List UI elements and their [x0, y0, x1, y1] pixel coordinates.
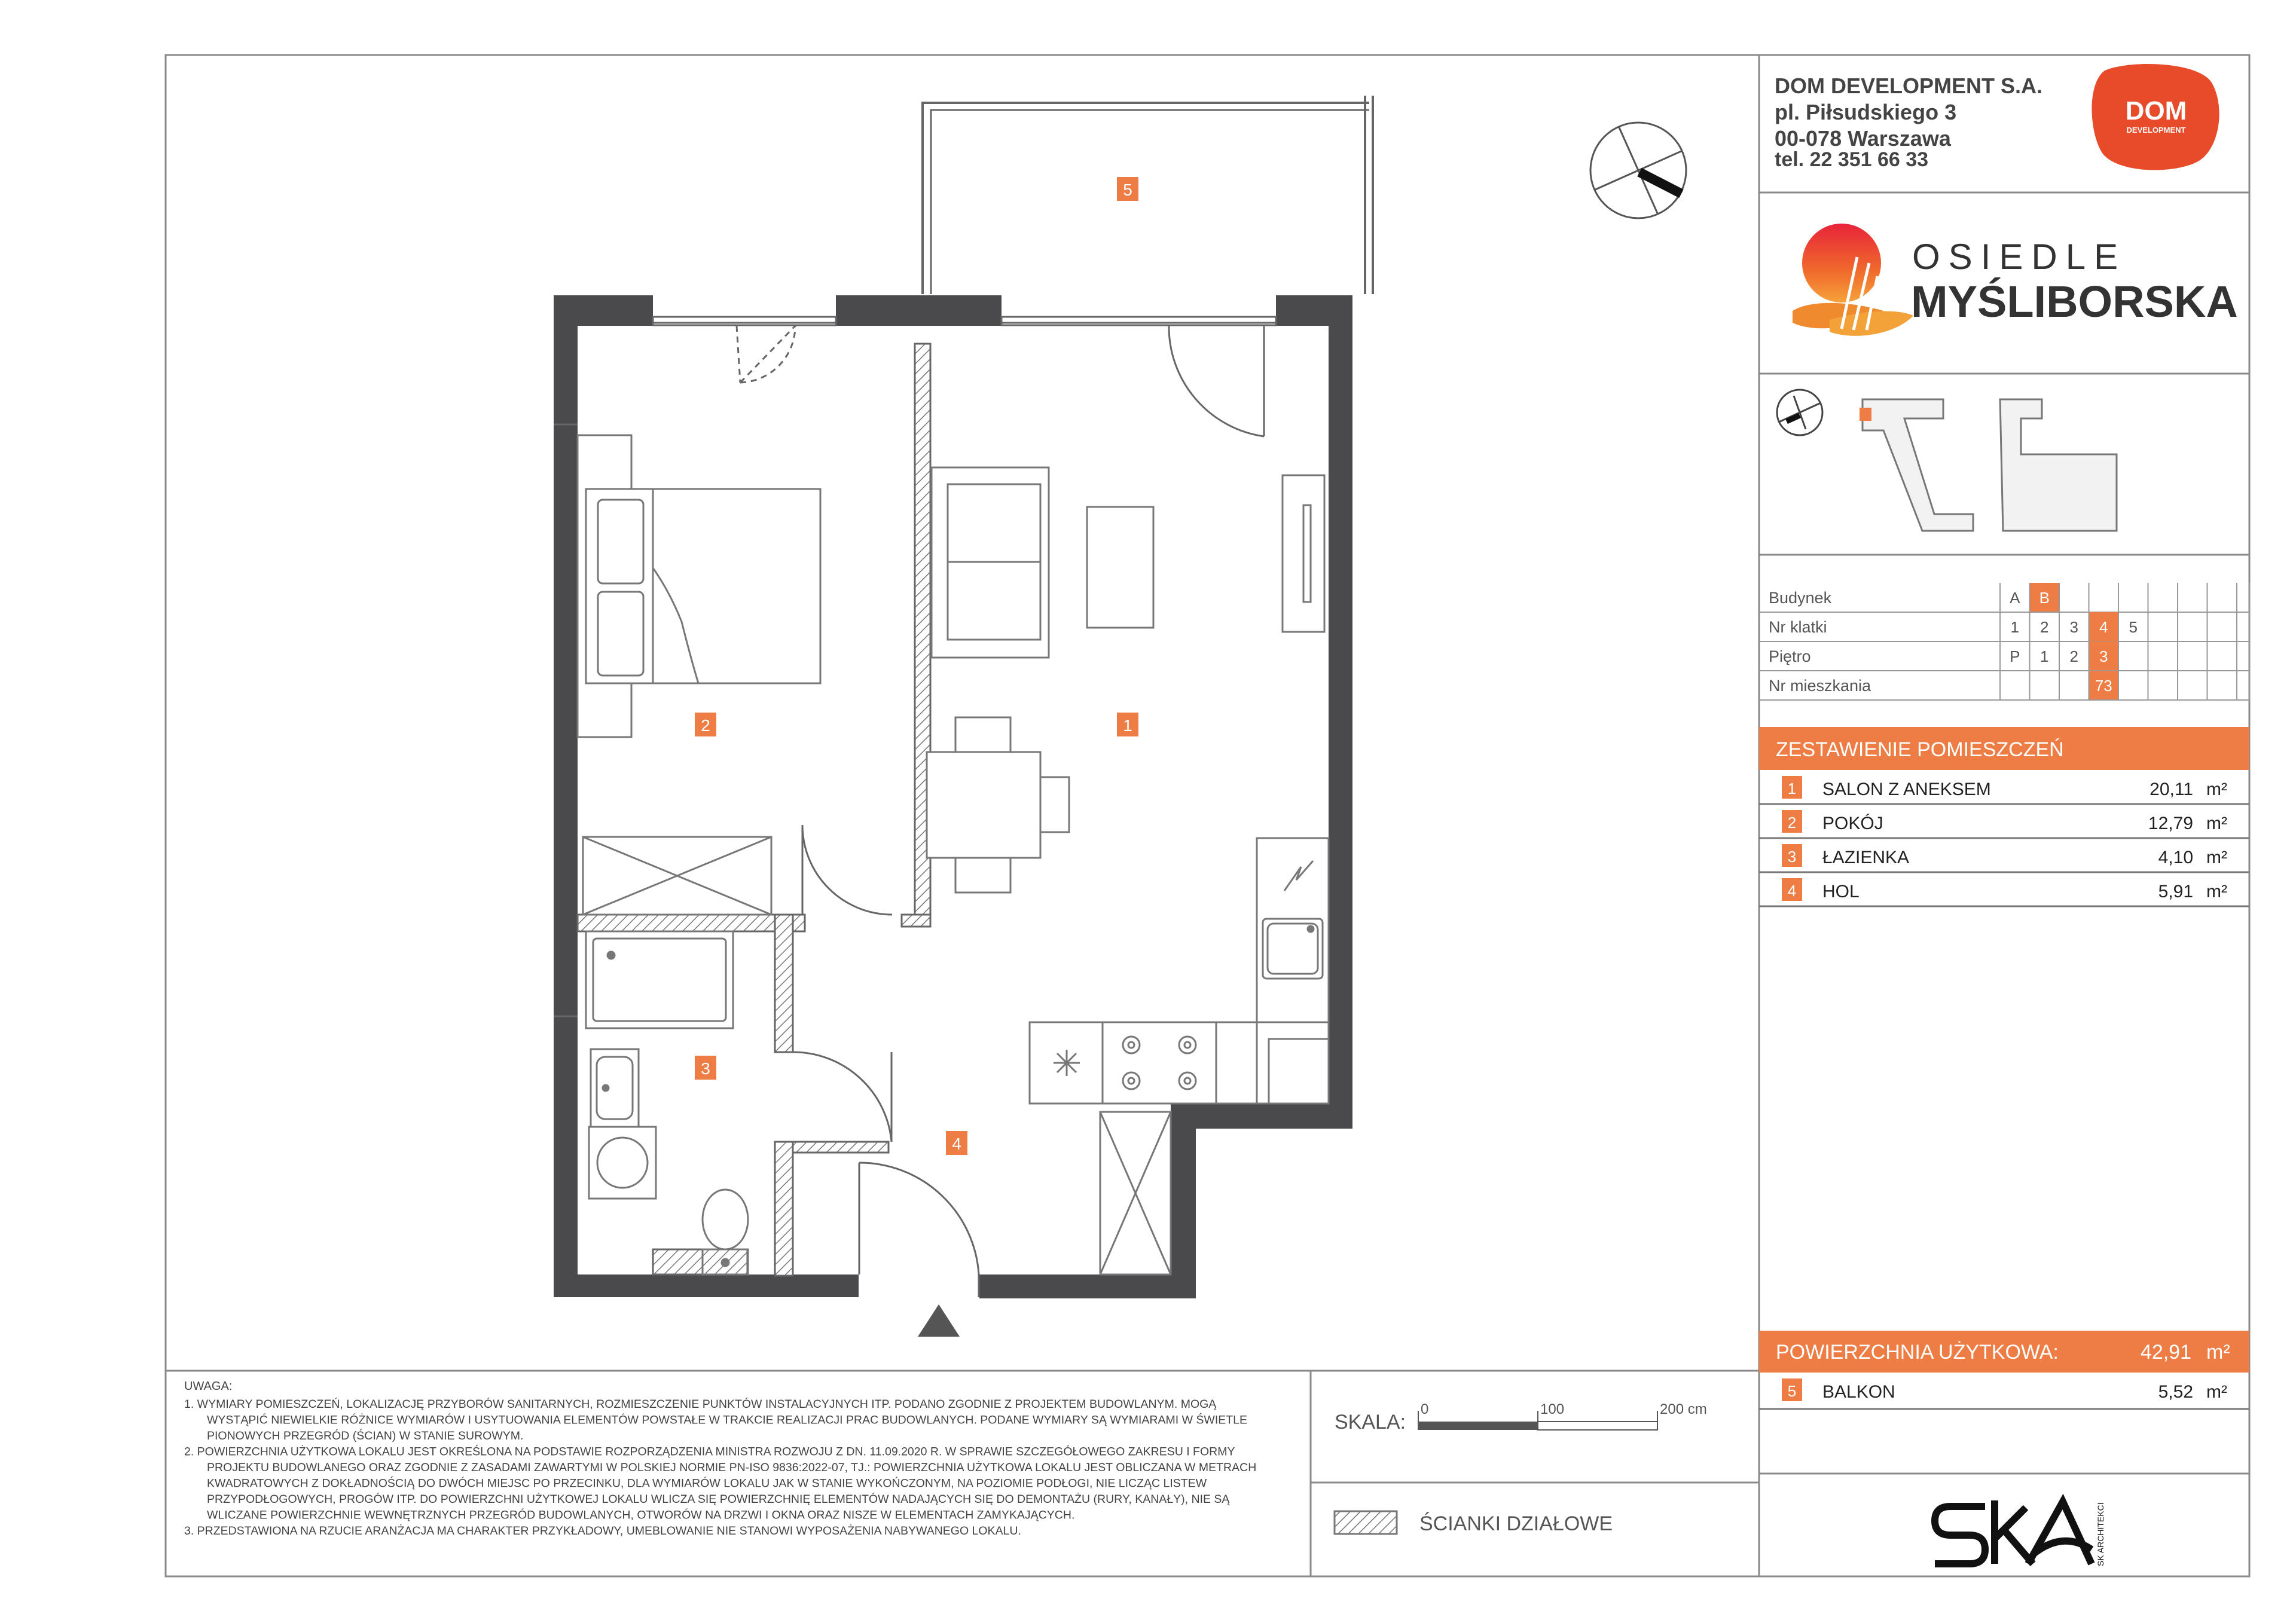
note-line: KWADRATOWYCH Z DOKŁADNOŚCIĄ DO DWÓCH MIEJSC PO PRZECINKU, DLA WYMIARÓW LOKALU JAK W STANIE WYKOŃCZONYM, NA POZIOMIE PODŁOGI, NIE LICZĄC LISTEW [207, 1477, 1207, 1490]
room-number: 4 [1787, 882, 1797, 900]
mini-compass-icon [1777, 390, 1822, 435]
building-b-outline [2000, 399, 2117, 531]
room-area-unit: m² [2206, 814, 2227, 833]
company-phone: tel. 22 351 66 33 [1775, 148, 1929, 171]
project-name-line2: MYŚLIBORSKA [1911, 277, 2238, 326]
scale-tick-100: 100 [1540, 1401, 1565, 1417]
kitchen-shaft [1269, 1039, 1329, 1104]
scale-bar-empty [1538, 1422, 1657, 1430]
info-row-label: Budynek [1769, 589, 1832, 607]
info-cell: 1 [2040, 647, 2049, 665]
note-line: PIONOWYCH PRZEGRÓD (ŚCIAN) W STANIE SUROWYM. [207, 1429, 524, 1442]
ska-sub-text: SK ARCHITEKCI [2096, 1502, 2105, 1566]
dom-logo-text: DOM [2125, 96, 2187, 126]
info-cell: 3 [2099, 647, 2108, 665]
room-area-unit: m² [2206, 780, 2227, 799]
bathroom-fixtures [586, 931, 748, 1274]
company-block [1775, 74, 2042, 171]
room-label-3: 3 [701, 1059, 710, 1078]
note-line: 2. POWIERZCHNIA UŻYTKOWA LOKALU JEST OKREŚLONA NA PODSTAWIE ROZPORZĄDZENIA MINISTRA ROZWOJU Z DN. 11.09.2020 R. W SPRAWIE SZCZEGÓŁOWEGO ZAKRESU I FORMY [184, 1445, 1235, 1459]
info-cell: 5 [2129, 618, 2138, 636]
room-area: 12,79 [2148, 814, 2193, 833]
room-area: 20,11 [2150, 780, 2193, 799]
balcony-area: 5,52 [2158, 1382, 2193, 1402]
info-cell: 2 [2069, 647, 2078, 665]
info-cell: 2 [2040, 618, 2049, 636]
toilet [703, 1190, 748, 1249]
bed [586, 489, 820, 683]
info-cell: P [2010, 647, 2020, 665]
building-info-table [1759, 583, 2249, 700]
balcony-row [1759, 1379, 2249, 1409]
chair-3 [1040, 777, 1069, 832]
wall-north-middle [836, 295, 1002, 326]
ska-architekci-logo [1935, 1500, 2105, 1566]
rooms-list [1759, 776, 2249, 906]
bedroom-furniture [578, 435, 820, 915]
coffee-table [1087, 507, 1153, 628]
balcony-number: 5 [1787, 1382, 1797, 1400]
note-line: PRZYPODŁOGOWYCH, PROGÓW ITP. DO POWIERZCHNI UŻYTKOWEJ LOKALU WLICZA SIĘ POWIERZCHNIĘ ELEMENTÓW NADAJĄCYCH SIĘ DO DEMONTAŻU (RURY, KANAŁY), NIE SĄ [207, 1493, 1230, 1506]
room-area: 4,10 [2158, 848, 2193, 867]
electric-icon [1284, 861, 1313, 891]
chair-2 [955, 858, 1010, 893]
room-area-unit: m² [2206, 848, 2227, 867]
company-address-1: pl. Piłsudskiego 3 [1775, 100, 1957, 124]
living-furniture [927, 467, 1324, 893]
entrance-arrow-icon [918, 1304, 960, 1337]
rooms-header: ZESTAWIENIE POMIESZCZEŃ [1776, 738, 2064, 761]
info-cell: 3 [2069, 618, 2078, 636]
legend-hatch-swatch [1335, 1511, 1397, 1534]
floor-plan [554, 96, 1373, 1337]
compass-icon [1590, 123, 1686, 218]
sun-icon [1802, 224, 1881, 302]
kitchen-cabinet [1216, 1022, 1257, 1104]
balcony [923, 96, 1373, 294]
legend-block [1335, 1511, 1613, 1535]
asterisk-icon [1054, 1050, 1080, 1076]
notes-title: UWAGA: [184, 1380, 233, 1393]
info-cell: 4 [2099, 618, 2108, 636]
total-area-label: POWIERZCHNIA UŻYTKOWA: [1776, 1341, 2059, 1364]
info-row-label: Nr mieszkania [1769, 677, 1871, 695]
dom-logo-subtext: DEVELOPMENT [2126, 126, 2186, 135]
room-number: 3 [1787, 848, 1797, 866]
room-label-1: 1 [1123, 716, 1132, 735]
room-name: ŁAZIENKA [1822, 848, 1910, 867]
dom-development-logo [2092, 64, 2219, 170]
notes-block [184, 1380, 1256, 1538]
scale-tick-200: 200 cm [1660, 1401, 1707, 1417]
info-cell: 1 [2010, 618, 2019, 636]
info-row-label: Piętro [1769, 647, 1811, 665]
dining-table [927, 752, 1040, 858]
chair-1 [955, 717, 1010, 752]
info-cell: 73 [2095, 677, 2112, 695]
company-name: DOM DEVELOPMENT S.A. [1775, 74, 2043, 98]
room-name: HOL [1822, 882, 1860, 901]
note-line: 3. PRZEDSTAWIONA NA RZUCIE ARANŻACJA MA CHARAKTER PRZYKŁADOWY, UMEBLOWANIE NIE STANOWI WYPOSAŻENIA NABYWANEGO LOKALU. [184, 1524, 1021, 1538]
info-cell: A [2010, 589, 2020, 607]
note-line: WYSTĄPIĆ NIEWIELKIE RÓŻNICE WYMIARÓW I USYTUOWANIA ELEMENTÓW POWSTAŁE W TRAKCIE REALIZACJI PRAC BUDOWLANYCH. PODANE WYMIARY SĄ WYMIARAMI W ŚWIETLE [207, 1413, 1248, 1427]
company-address-2: 00-078 Warszawa [1775, 126, 1951, 151]
note-line: WLICZANE POWIERZCHNIE WEWNĘTRZNYCH PRZEGRÓD BUDOWLANYCH, OTWORÓW NA DRZWI I OKNA ORAZ NISZE W ELEMENTACH ZAMYKAJĄCYCH. [207, 1508, 1075, 1522]
room-number: 1 [1787, 780, 1797, 797]
tv [1303, 505, 1311, 602]
cooktop [1103, 1022, 1216, 1104]
total-area-value: 42,91 [2140, 1341, 2191, 1364]
note-line: PROJEKTU BUDOWLANEGO ORAZ ZGODNIE Z ZASADAMI ZAWARTYMI W POLSKIEJ NORMIE PN-ISO 9836:2022-07, TJ.: POWIERZCHNIA UŻYTKOWA LOKALU JEST OBLICZANA W METRACH [207, 1461, 1257, 1474]
room-area-unit: m² [2206, 882, 2227, 901]
project-logo [1793, 224, 2238, 336]
bathtub [586, 931, 733, 1028]
scale-label: SKALA: [1335, 1411, 1406, 1434]
room-label-4: 4 [952, 1135, 961, 1153]
scale-bar-filled [1418, 1422, 1538, 1430]
info-cell: B [2039, 589, 2050, 607]
balcony-unit: m² [2206, 1382, 2227, 1402]
scale-tick-0: 0 [1421, 1401, 1429, 1417]
total-area-unit: m² [2206, 1341, 2230, 1364]
building-a-outline [1863, 399, 1973, 531]
room-name: SALON Z ANEKSEM [1822, 780, 1991, 799]
project-name-line1: OSIEDLE [1912, 237, 2127, 277]
room-label-5: 5 [1123, 181, 1132, 199]
balcony-name: BALKON [1822, 1382, 1895, 1402]
room-number: 2 [1787, 814, 1797, 832]
room-label-2: 2 [701, 716, 710, 735]
room-name: POKÓJ [1822, 814, 1883, 833]
legend-label: ŚCIANKI DZIAŁOWE [1419, 1512, 1613, 1535]
note-line: 1. WYMIARY POMIESZCZEŃ, LOKALIZACJĘ PRZYBORÓW SANITARNYCH, ROZMIESZCZENIE PUNKTÓW INSTALACYJNYCH ITP. PODANO ZGODNIE Z PROJEKTEM BUDOWLANYM. MOGĄ [184, 1398, 1217, 1411]
scale-block [1335, 1401, 1707, 1434]
unit-location-marker [1860, 408, 1871, 421]
info-row-label: Nr klatki [1769, 618, 1827, 636]
room-area: 5,91 [2158, 882, 2193, 901]
site-plan-thumbnail [1860, 399, 2117, 531]
